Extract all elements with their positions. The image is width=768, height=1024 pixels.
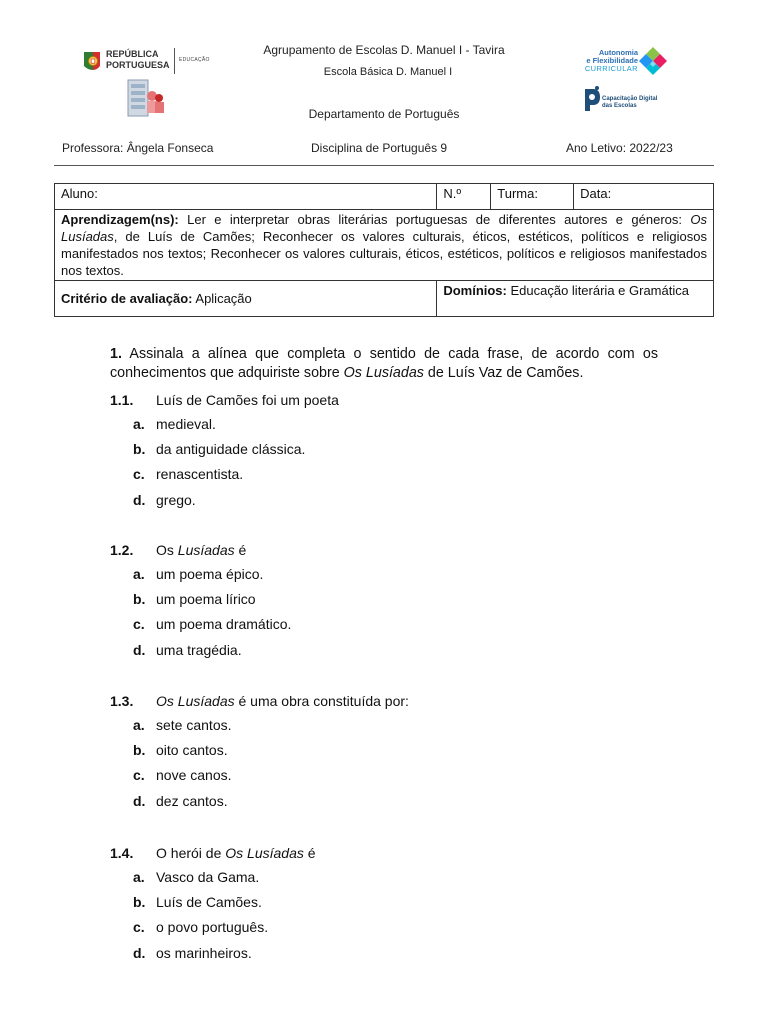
option-letter[interactable]: d. bbox=[133, 492, 146, 508]
option-letter[interactable]: d. bbox=[133, 793, 146, 809]
option-text[interactable]: o povo português. bbox=[156, 919, 269, 935]
question-stem: Luís de Camões foi um poeta bbox=[156, 392, 339, 408]
educacao-wordmark: EDUCAÇÃO bbox=[179, 57, 210, 63]
question-number: 1.2. bbox=[110, 542, 134, 558]
logo-divider bbox=[174, 48, 175, 74]
option-text[interactable]: sete cantos. bbox=[156, 717, 232, 733]
option-text[interactable]: um poema dramático. bbox=[156, 616, 292, 632]
capacitacao-digital-icon bbox=[582, 85, 602, 113]
subject-name: Disciplina de Português 9 bbox=[311, 141, 448, 155]
evaluation-criteria-cell: Critério de avaliação: Aplicação bbox=[55, 281, 437, 317]
header-divider bbox=[54, 165, 714, 166]
teacher-name: Professora: Ângela Fonseca bbox=[62, 141, 214, 155]
school-emblem-image bbox=[122, 78, 166, 118]
option-text[interactable]: nove canos. bbox=[156, 767, 232, 783]
option-text[interactable]: os marinheiros. bbox=[156, 945, 252, 961]
question-number: 1.4. bbox=[110, 845, 134, 861]
option-text[interactable]: Vasco da Gama. bbox=[156, 869, 260, 885]
option-letter[interactable]: a. bbox=[133, 566, 145, 582]
option-text[interactable]: renascentista. bbox=[156, 466, 244, 482]
option-letter[interactable]: b. bbox=[133, 742, 146, 758]
option-letter[interactable]: c. bbox=[133, 616, 145, 632]
question-number: 1.3. bbox=[110, 693, 134, 709]
option-text[interactable]: um poema épico. bbox=[156, 566, 264, 582]
option-letter[interactable]: b. bbox=[133, 591, 146, 607]
option-letter[interactable]: d. bbox=[133, 642, 146, 658]
option-text[interactable]: grego. bbox=[156, 492, 196, 508]
option-letter[interactable]: a. bbox=[133, 416, 145, 432]
question-stem: Os Lusíadas é bbox=[156, 542, 247, 558]
school-group-name: Agrupamento de Escolas D. Manuel I - Tavira bbox=[263, 43, 505, 57]
option-letter[interactable]: c. bbox=[133, 919, 145, 935]
date-field[interactable]: Data: bbox=[574, 184, 714, 210]
question-stem: Os Lusíadas é uma obra constituída por: bbox=[156, 693, 409, 709]
option-text[interactable]: dez cantos. bbox=[156, 793, 228, 809]
department-name: Departamento de Português bbox=[308, 107, 460, 121]
option-text[interactable]: um poema lírico bbox=[156, 591, 256, 607]
option-letter[interactable]: c. bbox=[133, 767, 145, 783]
question-stem: O herói de Os Lusíadas é bbox=[156, 845, 316, 861]
option-text[interactable]: Luís de Camões. bbox=[156, 894, 262, 910]
option-letter[interactable]: b. bbox=[133, 441, 146, 457]
option-text[interactable]: uma tragédia. bbox=[156, 642, 242, 658]
option-letter[interactable]: d. bbox=[133, 945, 146, 961]
student-number-field[interactable]: N.º bbox=[437, 184, 491, 210]
school-year: Ano Letivo: 2022/23 bbox=[566, 141, 673, 155]
domains-cell: Domínios: Educação literária e Gramática bbox=[437, 281, 714, 317]
option-letter[interactable]: b. bbox=[133, 894, 146, 910]
student-name-field[interactable]: Aluno: bbox=[55, 184, 437, 210]
class-field[interactable]: Turma: bbox=[491, 184, 574, 210]
exercise-instructions: 1. Assinala a alínea que completa o sentido de cada frase, de acordo com os conhecimentos que adquiriste sobre Os Lusíadas de Luís Vaz de Camões. bbox=[110, 346, 658, 381]
republica-portuguesa-wordmark: REPÚBLICA PORTUGUESA bbox=[106, 49, 170, 70]
option-letter[interactable]: a. bbox=[133, 717, 145, 733]
option-text[interactable]: medieval. bbox=[156, 416, 216, 432]
option-letter[interactable]: c. bbox=[133, 466, 145, 482]
autonomia-flexibilidade-logo: Autonomia e Flexibilidade CURRICULAR bbox=[580, 45, 670, 81]
option-text[interactable]: oito cantos. bbox=[156, 742, 228, 758]
diamond-mosaic-icon bbox=[638, 45, 668, 81]
question-number: 1.1. bbox=[110, 392, 134, 408]
school-name: Escola Básica D. Manuel I bbox=[323, 66, 453, 78]
republica-portuguesa-logo bbox=[82, 48, 212, 74]
portuguese-emblem-icon bbox=[82, 50, 102, 72]
option-text[interactable]: da antiguidade clássica. bbox=[156, 441, 306, 457]
learning-outcomes-cell: Aprendizagem(ns): Ler e interpretar obras literárias portuguesas de diferentes autores e géneros: Os Lusíadas, de Luís de Camões; Reconhecer os valores culturais, éticos, estéticos, políticos e religiosos manifestados nos textos; Reconhecer os valores culturais, éticos, estéticos, políticos e religiosos manifestados nos textos. bbox=[55, 210, 714, 281]
option-letter[interactable]: a. bbox=[133, 869, 145, 885]
student-info-table bbox=[54, 183, 714, 317]
capacitacao-digital-logo: Capacitação Digital das Escolas bbox=[582, 85, 672, 115]
